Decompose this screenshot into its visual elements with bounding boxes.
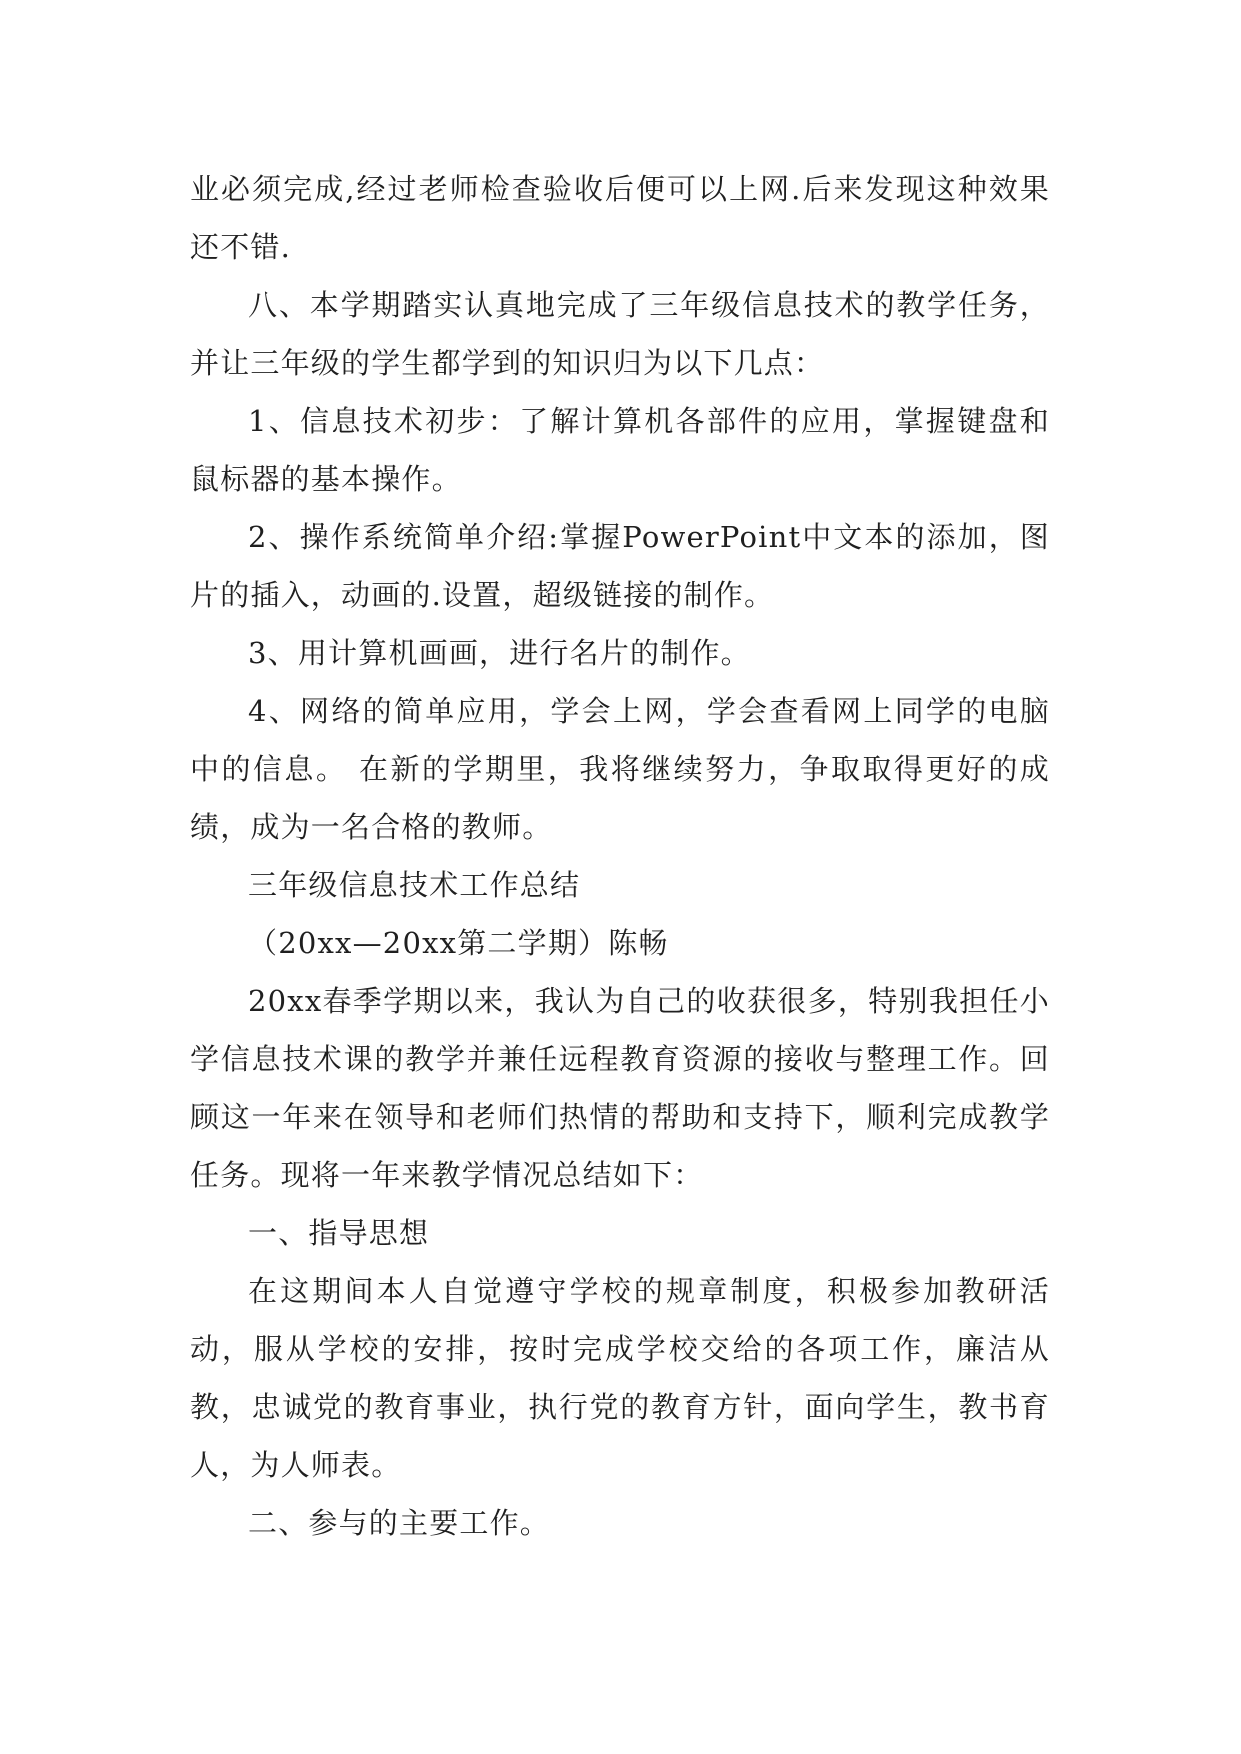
summary-subtitle: （20xx—20xx第二学期）陈畅 xyxy=(248,926,669,960)
paragraph-point-1: 1、信息技术初步：了解计算机各部件的应用，掌握键盘和鼠标器的基本操作。 xyxy=(190,404,1050,496)
section-heading-main-work: 二、参与的主要工作。 xyxy=(248,1506,551,1540)
paragraph-guiding-thought: 在这期间本人自觉遵守学校的规章制度，积极参加教研活动，服从学校的安排，按时完成学校交给的各项工作，廉洁从教，忠诚党的教育事业，执行党的教育方针，面向学生，教书育人，为人师表。 xyxy=(190,1274,1050,1482)
paragraph-point-2: 2、操作系统简单介绍:掌握PowerPoint中文本的添加，图片的插入，动画的.设置，超级链接的制作。 xyxy=(190,520,1050,612)
paragraph-continuation: 业必须完成,经过老师检查验收后便可以上网.后来发现这种效果还不错. xyxy=(190,172,1050,264)
paragraph-intro: 20xx春季学期以来，我认为自己的收获很多，特别我担任小学信息技术课的教学并兼任远程教育资源的接收与整理工作。回顾这一年来在领导和老师们热情的帮助和支持下，顺利完成教学任务。现将一年来教学情况总结如下： xyxy=(190,984,1050,1192)
paragraph-point-3: 3、用计算机画画，进行名片的制作。 xyxy=(248,636,751,670)
document-body xyxy=(190,160,1050,1552)
paragraph-point-4: 4、网络的简单应用，学会上网，学会查看网上同学的电脑中的信息。 在新的学期里，我将继续努力，争取取得更好的成绩，成为一名合格的教师。 xyxy=(190,694,1050,844)
section-heading-guiding-thought: 一、指导思想 xyxy=(248,1216,430,1250)
paragraph-section-eight: 八、本学期踏实认真地完成了三年级信息技术的教学任务，并让三年级的学生都学到的知识归为以下几点： xyxy=(190,288,1050,380)
summary-title: 三年级信息技术工作总结 xyxy=(248,868,581,902)
